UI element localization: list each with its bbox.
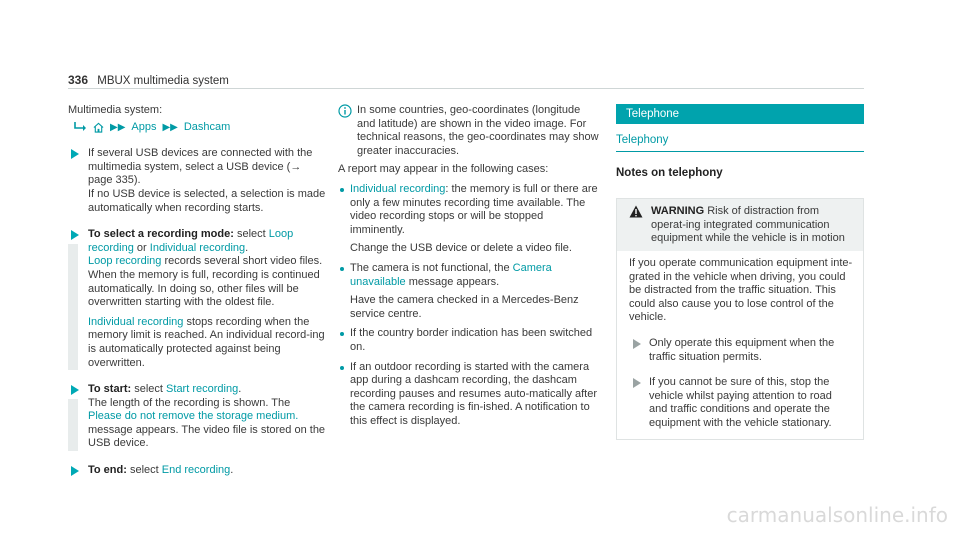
list-item: [338, 327, 600, 354]
warning-icon: [629, 205, 643, 218]
step3-text-2: message appears. The video file is stored on the USB device.: [88, 423, 326, 450]
step3-dot: .: [238, 383, 242, 396]
storage-message: Please do not remove the storage medium.: [88, 410, 299, 423]
page-header: [68, 73, 229, 87]
end-recording-option: End recording: [161, 464, 231, 477]
step4-heading: To end:: [88, 464, 127, 477]
list-item: [629, 337, 853, 364]
chevron-icon: ▶▶: [162, 121, 178, 133]
subsection-telephony: Telephony: [616, 134, 864, 152]
header-rule: [68, 88, 864, 89]
path-arrow-icon: [74, 122, 87, 133]
info-note: [338, 104, 600, 158]
step2-select: select: [233, 228, 269, 241]
warning-step2: If you cannot be sure of this, stop the vehicle whilst paying attention to road and traffic conditions and operate the equipment with the vehicle stationary.: [649, 376, 832, 429]
column-reports: [338, 104, 600, 428]
bullet2-text-2: message appears.: [405, 275, 500, 288]
bullet2-text: The camera is not functional, the: [350, 261, 513, 274]
step3-select: select: [131, 383, 167, 396]
warning-label: WARNING: [651, 205, 705, 218]
list-item: [629, 376, 853, 430]
menu-path: [74, 121, 326, 135]
home-icon: [93, 122, 104, 133]
warning-box: [616, 198, 864, 439]
side-bar: [68, 399, 78, 451]
page-reference: → page 335).: [88, 160, 302, 187]
list-item: [338, 183, 600, 256]
bullet2-extra: Have the camera checked in a Mercedes-Benz service centre.: [350, 294, 579, 320]
step-recording-mode: [68, 228, 326, 370]
chevron-icon: ▶▶: [110, 121, 126, 133]
column-dashcam-steps: [68, 104, 326, 478]
step3-text: The length of the recording is shown. The: [88, 396, 291, 409]
step1-text: If several USB devices are connected with the multimedia system, select a USB device (: [88, 147, 313, 173]
notes-heading: Notes on telephony: [616, 166, 723, 179]
watermark: carmanualsonline.info: [726, 503, 948, 527]
bullet1-extra: Change the USB device or delete a video file.: [350, 242, 572, 255]
step1-text-2: If no USB device is selected, a selection is made automatically when recording starts.: [88, 187, 326, 214]
step2-or: or: [133, 241, 150, 254]
step-arrow-icon: [71, 385, 79, 395]
bullet3-text: If the country border indication has been switched on.: [350, 327, 593, 353]
path-label: Multimedia system:: [68, 104, 163, 116]
page-number: 336: [68, 73, 89, 87]
bullet4-text: If an outdoor recording is started with the camera app during a dashcam recording, the dashcam recording pauses and resumes auto-matically after the camera recording is fin-ished. A notification to this effect is displayed.: [350, 360, 598, 427]
info-icon: [338, 104, 352, 118]
loop-recording-term: Loop recording: [88, 255, 162, 268]
step-start: [68, 383, 326, 451]
list-item: [338, 361, 600, 429]
start-recording-option: Start recording: [166, 383, 239, 396]
warning-text: If you operate communication equipment inte-grated in the vehicle when driving, you could be distracted from the traffic situation. This could also cause you to lose control of the vehicle.: [629, 256, 853, 324]
step4-dot: .: [230, 464, 234, 477]
column-telephone: [616, 104, 864, 440]
warning-header: [617, 199, 863, 251]
step-arrow-icon: [633, 339, 641, 349]
path-dashcam: Dashcam: [183, 120, 231, 133]
individual-recording-desc: stops recording when the memory limit is reached. An individual record-ing is automatically protected against being overwritten.: [88, 315, 325, 369]
info-text: In some countries, geo-coordinates (longitude and latitude) are shown in the video image. For technical reasons, the geo-coordinates may show greater inaccuracies.: [357, 104, 599, 157]
step-arrow-icon: [71, 466, 79, 476]
loop-recording-option: Loop recording: [88, 228, 294, 254]
step3-heading: To start:: [88, 383, 132, 396]
individual-recording-option: Individual recording: [149, 241, 246, 254]
step-arrow-icon: [71, 230, 79, 240]
step-arrow-icon: [633, 378, 641, 388]
report-intro: A report may appear in the following cases:: [338, 163, 549, 176]
step-arrow-icon: [71, 149, 79, 159]
step2-dot: .: [245, 241, 249, 254]
bullet1-text: : the memory is full or there are only a few minutes recording time available. The video recording stops or will be stopped imminently.: [350, 182, 598, 236]
path-apps: Apps: [131, 120, 157, 133]
individual-recording-term: Individual recording: [350, 182, 446, 195]
section-bar-telephone: Telephone: [616, 104, 864, 124]
step2-heading: To select a recording mode:: [88, 228, 234, 241]
camera-unavailable-message: Camera unavailable: [350, 261, 552, 288]
loop-recording-desc: records several short video files. When the memory is full, recording is continued automatically. In doing so, other files will be overwritten starting with the oldest file.: [88, 255, 323, 309]
side-bar: [68, 244, 78, 370]
step4-select: select: [126, 464, 162, 477]
step-end: [68, 464, 326, 478]
warning-body: [617, 251, 863, 439]
step-select-usb: [68, 147, 326, 215]
manual-title: MBUX multimedia system: [97, 75, 229, 87]
individual-recording-term: Individual recording: [88, 315, 184, 328]
warning-step1: Only operate this equipment when the traffic situation permits.: [649, 336, 835, 363]
list-item: [338, 262, 600, 321]
warning-title: Risk of distraction from operat-ing integrated communication equipment while the vehicle is in motion: [651, 205, 845, 245]
